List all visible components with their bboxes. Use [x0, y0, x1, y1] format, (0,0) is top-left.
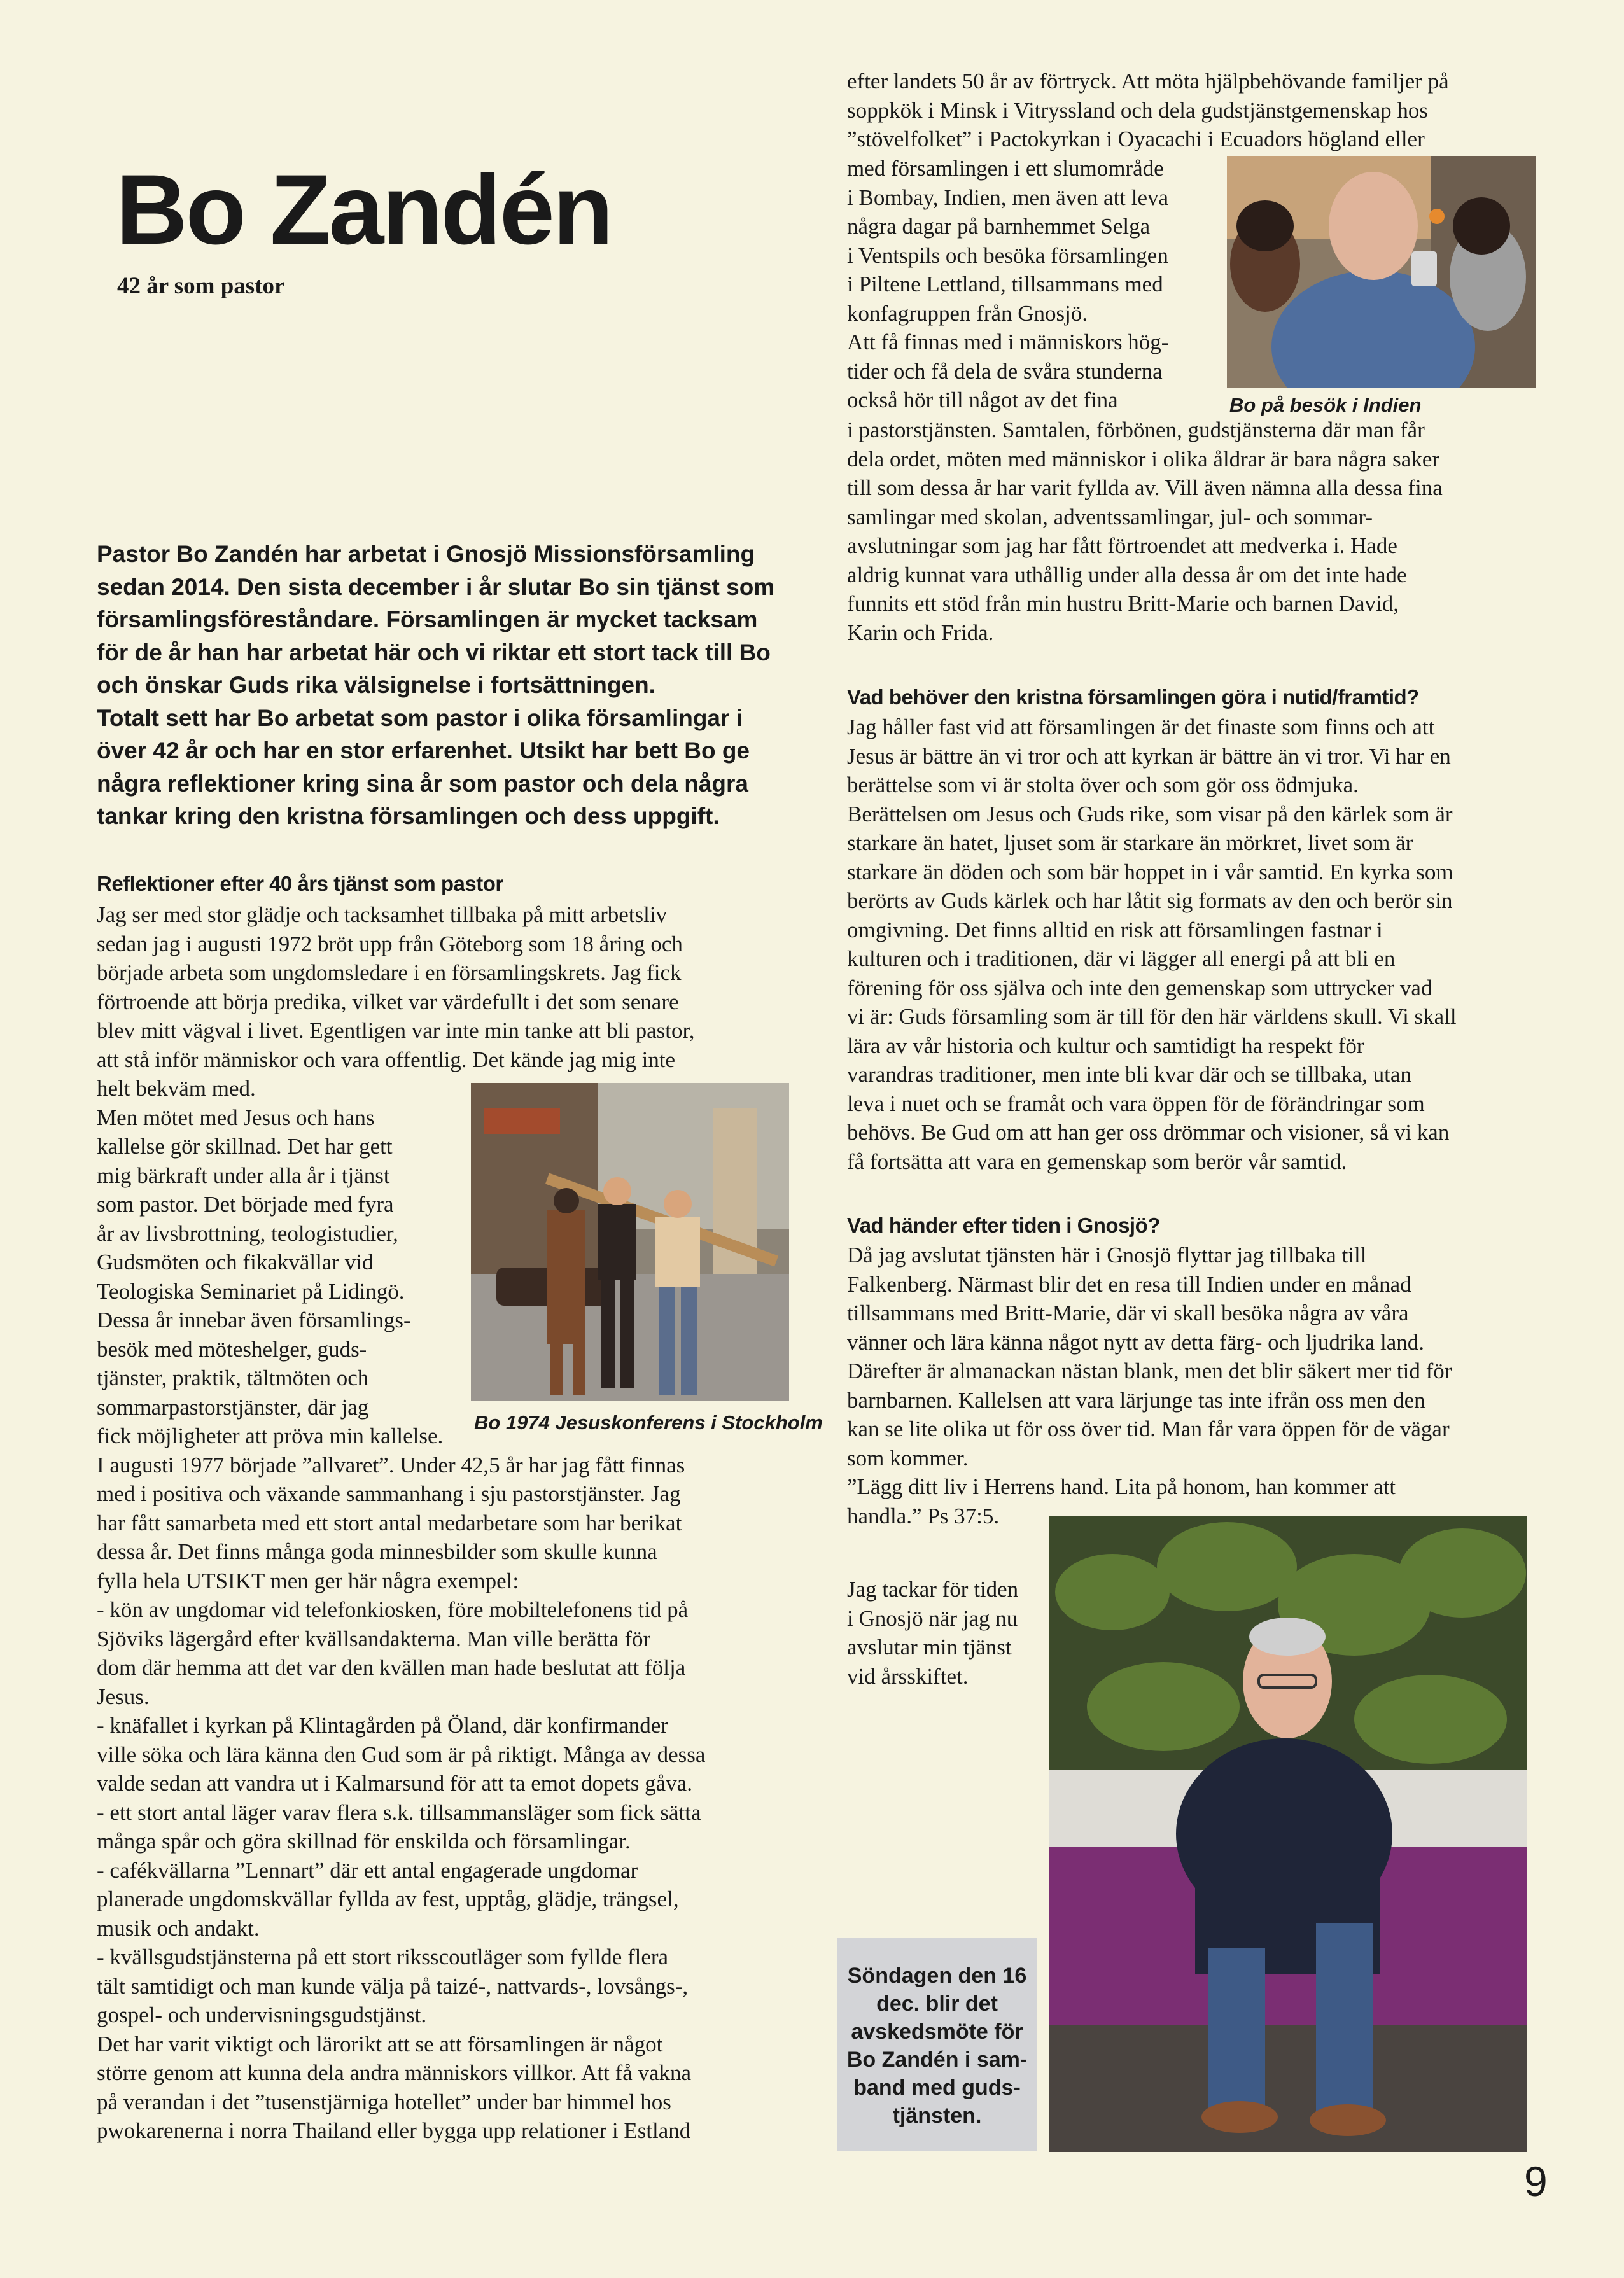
body-text-right-after: i pastorstjänsten. Samtalen, förbönen, gudstjänsterna där man får dela ordet, möten med människor i olika åldrar är bara några saker till som dessa år har varit fyllda av. Vill även nämna alla dessa fina samlingar med skolan, adventssamlingar, jul- och sommar- avslutningar som jag har fått förtroendet att medverka i. Hade aldrig kunnat vara uthållig under alla dessa år om det inte hade funnits ett stöd från min hustru Britt-Marie och barnen David, Karin och Frida.: [847, 417, 1443, 645]
notice-box-farewell: Söndagen den 16 dec. blir det avskedsmöte för Bo Zandén i sam- band med guds- tjänsten.: [837, 1938, 1037, 2151]
body-text-left-b: fick möjligheter att pröva min kallelse. I augusti 1977 började ”allvaret”. Under 42,5 år har jag fått finnas med i positiva och växande sammanhang i sju pastorstjänster. Jag har fått samarbeta med ett stort antal medarbetare som har berikat dessa år. Det finns många goda minnesbilder som skulle kunna fylla hela UTSIKT men ger här några exempel: - kön av ungdomar vid telefonkiosken, före mobiltelefonens tid på Sjöviks lägergård efter kvällsandakterna. Man ville berätta för dom där hemma att det var den kvällen man hade beslutat att följa Jesus. - knäfallet i kyrkan på Klintagården på Öland, där konfirmander ville söka och lära känna den Gud som är på riktigt. Många av dessa valde sedan att vandra ut i Kalmarsund för att ta emot dopets gåva. - ett stort antal läger varav flera s.k. tillsammansläger som fick sätta många spår och göra skillnad för enskilda och församlingar. - cafékvällarna ”Lennart” där ett antal engagerade ungdomar planerade ungdomskvällar fyllda av fest, upptåg, glädje, trängsel, musik och andakt. - kvällsgudstjänsterna på ett stort riksscoutläger som fyllde flera tält samtidigt och man kunde välja på taizé-, nattvards-, lovsångs-, gospel- och undervisningsgudstjänst. Det har varit viktigt och lärorikt att se att församlingen är något större genom att kunna dela andra människors villkor. Att få vakna på verandan i det ”tusenstjärniga hotellet” under bar himmel hos pwokarenerna i norra Thailand eller bygga upp relationer i Estland: [97, 1423, 706, 2143]
body-text-left-narrow: helt bekväm med. Men mötet med Jesus och hans kallelse gör skillnad. Det har gett mig bärkraft under alla år i tjänst som pastor. Det började med fyra år av livsbrottning, teologistudier, Gudsmöten och fikakvällar vid Teologiska Seminariet på Lidingö. Dessa år innebar även församlings- besök med möteshelger, guds- tjänster, praktik, tältmöten och sommarpastorstjänster, där jag: [97, 1076, 411, 1420]
section-heading-reflections: Reflektioner efter 40 års tjänst som pastor: [97, 872, 503, 895]
page-subtitle: 42 år som pastor: [117, 273, 285, 299]
body-text-right-narrow: med församlingen i ett slumområde i Bombay, Indien, men även att leva några dagar på barnhemmet Selga i Ventspils och besöka församlingen i Piltene Lettland, tillsammans med konfagruppen från Gnosjö. Att få finnas med i människors hög- tider och få dela de svåra stunderna också hör till något av det fina: [847, 156, 1169, 412]
page-number: 9: [1524, 2158, 1548, 2205]
page-title: Bo Zandén: [116, 155, 612, 265]
photo-bo-zanden-portrait: [1049, 1516, 1527, 2152]
photo-stockholm-1974: [471, 1083, 789, 1401]
section-heading-future: Vad behöver den kristna församlingen göra i nutid/framtid?: [847, 685, 1419, 709]
caption-india: Bo på besök i Indien: [1229, 394, 1422, 416]
body-text-left-a: Jag ser med stor glädje och tacksamhet tillbaka på mitt arbetsliv sedan jag i augusti 1972 bröt upp från Göteborg som 18 åring och började arbeta som ungdomsledare i en församlingskrets. Jag fick förtroende att börja predika, vilket var värdefullt i det som senare blev mitt vägval i livet. Egentligen var inte min tanke att bli pastor, att stå inför människor och vara offentlig. Det kände jag mig inte: [97, 902, 695, 1072]
caption-stockholm: Bo 1974 Jesuskonferens i Stockholm: [474, 1411, 823, 1434]
body-text-right-q3: Då jag avslutat tjänsten här i Gnosjö flyttar jag tillbaka till Falkenberg. Närmast blir det en resa till Indien under en månad tillsammans med Britt-Marie, där vi skall besöka några av våra vänner och lära känna något nytt av detta färg- och ljudrika land. Därefter är almanackan nästan blank, men det blir säkert mer tid för barnbarnen. Kallelsen att vara lärjunge tas inte ifrån oss men den kan se lite olika ut för oss över tid. Man får vara öppen för de vägar som kommer. ”Lägg ditt liv i Herrens hand. Lita på honom, han kommer att handla.” Ps 37:5.: [847, 1243, 1452, 1528]
section-heading-after-gnosjo: Vad händer efter tiden i Gnosjö?: [847, 1213, 1160, 1237]
photo-india: [1227, 156, 1536, 388]
intro-paragraph: Pastor Bo Zandén har arbetat i Gnosjö Missionsförsamling sedan 2014. Den sista december i år slutar Bo sin tjänst som församlingsföreståndare. Församlingen är mycket tacksam för de år han har arbetat här och vi riktar ett stort tack till Bo och önskar Guds rika välsignelse i fortsättningen.: [97, 541, 775, 698]
thanks-text: Jag tackar för tiden i Gnosjö när jag nu avslutar min tjänst vid årsskiftet.: [847, 1577, 1019, 1689]
intro-text: [97, 538, 790, 833]
body-text-right-q2: Jag håller fast vid att församlingen är det finaste som finns och att Jesus är bättre än vi tror och att kyrkan är bättre än vi tror. Vi har en berättelse som vi är stolta över och som gör oss ödmjuka. Berättelsen om Jesus och Guds rike, som visar på den kärlek som är starkare än hatet, ljuset som är starkare än mörkret, livet som är starkare än döden och som bär hoppet in i vår samtid. En kyrka som berörts av Guds kärlek och har låtit sig formats av den och berör sin omgivning. Det finns alltid en risk att församlingen fastnar i kulturen och i traditionen, där vi lägger all energi på att bli en förening för oss själva och inte den gemenskap som uttrycker vad vi är: Guds församling som är till för den här världens skull. Vi skall lära av vår historia och kultur och samtidigt ha respekt för varandras traditioner, men inte bli kvar där och se tillbaka, utan leva i nuet och se framåt och vara öppen för de förändringar som behövs. Be Gud om att han ger oss drömmar och visioner, så vi kan få fortsätta att vara en gemenskap som berör vår samtid.: [847, 715, 1457, 1174]
intro-paragraph: Totalt sett har Bo arbetat som pastor i olika församlingar i över 42 år och har en stor erfarenhet. Utsikt har bett Bo ge några reflektioner kring sina år som pastor och dela några tankar kring den kristna församlingen och dess uppgift.: [97, 704, 750, 829]
body-text-right-top: efter landets 50 år av förtryck. Att möta hjälpbehövande familjer på soppkök i Minsk i Vitryssland och dela gudstjänstgemenskap hos ”stövelfolket” i Pactokyrkan i Oyacachi i Ecuadors högland eller: [847, 69, 1449, 151]
